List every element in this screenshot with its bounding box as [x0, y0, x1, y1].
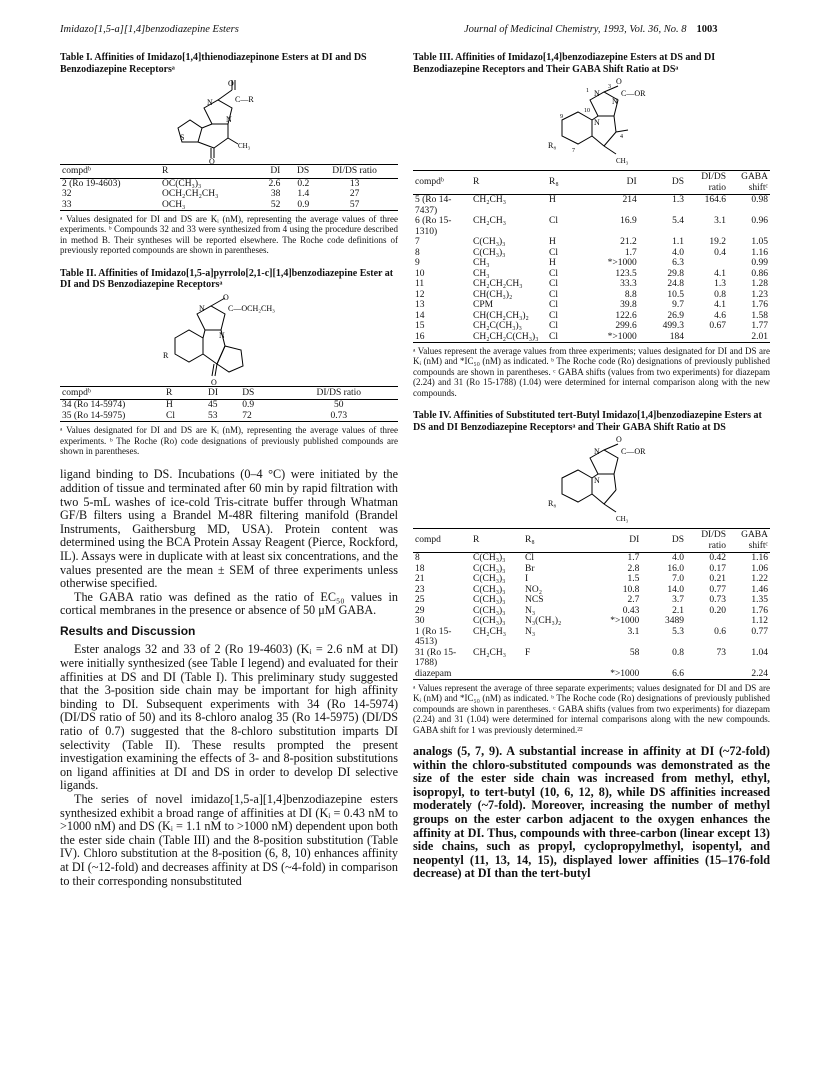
right-body-text — [413, 745, 770, 881]
cell: Cl — [549, 216, 558, 226]
table-row — [413, 290, 770, 301]
cell: *>1000 — [607, 258, 637, 268]
cell: 0.86 — [751, 268, 768, 279]
cell: C(CH₃)₃ — [473, 237, 506, 247]
col-header: R — [473, 177, 480, 188]
cell: C(CH₃)₃ — [473, 584, 506, 595]
cell: F — [525, 647, 531, 658]
paragraph: ligand binding to DS. Incubations (0–4 °C) were initiated by the addition of tissue and terminated after 60 min by rapid filtration with two 5-mL washes of ice-cold Tris-citrate buffer through Whatman GF/B filters using a Brandel M-48R filtering manifold (Brandel Instruments, Gaithersburg MD, USA). Protein content was determined using the BCA Protein Assay Reagent (Pierce, Rockford, IL). Assays were in duplicate with at least six concentrations, and the values presented are the mean ± SEM of three experiments unless otherwise specified. — [60, 467, 398, 591]
cell: 19.2 — [709, 237, 726, 247]
cell: 4.0 — [672, 553, 684, 564]
cell: 0.77 — [751, 626, 768, 637]
table-row — [413, 648, 770, 669]
cell: *>1000 — [610, 668, 640, 679]
cell: 2.1 — [672, 605, 684, 616]
cell: 2.01 — [751, 331, 768, 342]
cell: 1.46 — [751, 584, 768, 595]
cell: 3.7 — [672, 595, 684, 606]
cell: 12 — [415, 289, 425, 300]
cell: C(CH₃)₃ — [473, 247, 506, 258]
left-body-text — [60, 468, 398, 888]
cell: 4.1 — [714, 300, 726, 310]
cell: 0.73 — [330, 410, 348, 421]
cell: 0.17 — [709, 563, 726, 574]
col-header: DI — [208, 387, 219, 398]
cell: 3489 — [665, 616, 684, 627]
cell: 6.3 — [672, 258, 684, 268]
table-header-row — [413, 171, 770, 195]
cell: CH₂C(CH₃)₃ — [473, 321, 522, 331]
cell: CH(CH₃)₂ — [473, 289, 513, 300]
cell: 16.9 — [620, 216, 637, 226]
paragraph: The GABA ratio was defined as the ratio of EC₅₀ values in cortical membranes in the presence or absence of 50 μM GABA. — [60, 589, 398, 618]
cell: 73 — [716, 647, 726, 658]
cell: CH₃ — [473, 268, 490, 279]
cell: 0.67 — [709, 321, 726, 331]
cell: 0.9 — [297, 199, 310, 210]
table-row — [60, 189, 398, 200]
cell: 1.3 — [714, 279, 726, 289]
table-row — [413, 216, 770, 237]
col-header: DI/DS ratio — [701, 172, 726, 193]
cell: 38 — [270, 189, 281, 199]
col-header: R₈ — [549, 177, 559, 188]
header-right — [464, 24, 718, 35]
cell: C(CH₃)₃ — [473, 616, 506, 627]
col-header: R — [473, 535, 480, 546]
cell: 21 — [415, 574, 425, 585]
t2-n2: N — [219, 330, 225, 340]
table4 — [413, 528, 770, 680]
table-row — [413, 311, 770, 322]
cell: 0.4 — [714, 247, 726, 258]
cell: CH₂CH₃ — [473, 626, 507, 637]
table4-caption: Table IV. Affinities of Substituted tert-Butyl Imidazo[1,4]benzodiazepine Esters at DS and DI Benzodiazepine Receptorsᵃ and Their GABA Shift Ratio at DS — [413, 410, 762, 433]
t2-o: O — [223, 293, 229, 302]
t1-carbonyl-o: O — [228, 79, 234, 88]
cell: 10.8 — [622, 584, 640, 595]
cell: 5.3 — [672, 626, 684, 637]
right-column — [413, 52, 770, 881]
cell: 1.06 — [751, 563, 768, 574]
table-row — [413, 279, 770, 290]
t3-r8: R₈ — [547, 141, 556, 150]
cell: 35 (Ro 14-5975) — [62, 410, 126, 421]
cell: 52 — [270, 199, 281, 210]
cell: 14 — [415, 310, 425, 321]
table-row — [413, 585, 770, 596]
cell: 3.1 — [714, 216, 726, 226]
cell: 299.6 — [615, 321, 637, 331]
cell: 9 — [415, 258, 420, 268]
t3-pos9: 9 — [559, 114, 563, 120]
t3-n2: N — [593, 118, 600, 127]
cell: 33.3 — [620, 279, 637, 289]
table-row — [413, 332, 770, 343]
t4-ch3: CH₃ — [615, 515, 628, 524]
cell: 0.6 — [714, 626, 726, 637]
cell: 13 — [415, 300, 425, 310]
cell: 2 (Ro 19-4603) — [62, 178, 121, 189]
cell — [686, 616, 728, 627]
cell: 31 (Ro 15-1788) — [415, 647, 457, 669]
cell: 26.9 — [667, 310, 684, 321]
t1-n2: N — [226, 115, 232, 124]
cell: 16.0 — [667, 563, 684, 574]
cell: 0.77 — [709, 584, 726, 595]
cell: 8 — [415, 553, 420, 564]
t1-s: S — [180, 133, 185, 142]
cell: 72 — [242, 410, 252, 421]
table-row — [413, 248, 770, 259]
cell: CH₂CH₃ — [473, 195, 507, 205]
col-header: DI/DS ratio — [332, 166, 377, 176]
col-header: DS — [242, 387, 255, 398]
cell: 27 — [349, 189, 360, 199]
cell: 1.05 — [751, 237, 768, 247]
cell: 1.5 — [627, 574, 640, 585]
col-header: DI/DS ratio — [701, 530, 726, 551]
table4-structure — [492, 436, 692, 528]
cell: 0.73 — [709, 595, 726, 606]
col-header: GABA shiftᶜ — [741, 530, 768, 551]
table-row — [60, 411, 398, 422]
table-row — [413, 574, 770, 585]
table-row — [413, 553, 770, 564]
cell: 50 — [334, 400, 344, 411]
table-row — [60, 200, 398, 211]
cell: 164.6 — [704, 195, 726, 205]
t3-pos10: 10 — [583, 108, 590, 114]
cell: OCH₃ — [162, 199, 186, 210]
journal-citation: Journal of Medicinal Chemistry, 1993, Vol. 36, No. 8 — [464, 24, 687, 35]
col-header: R — [162, 166, 169, 176]
cell: 2.7 — [627, 595, 640, 606]
col-header: DS — [671, 177, 684, 188]
cell: H — [549, 195, 556, 205]
cell: 1.76 — [751, 300, 768, 310]
cell — [686, 332, 728, 343]
cell: 10.5 — [667, 289, 684, 300]
cell: *>1000 — [607, 331, 637, 342]
cell: 1.12 — [751, 616, 768, 627]
table-header-row — [60, 165, 398, 179]
cell: 2.6 — [268, 178, 281, 189]
cell: 25 — [415, 595, 425, 606]
t3-o: O — [615, 78, 622, 86]
cell: 53 — [208, 410, 218, 421]
t3-n3: N — [611, 97, 618, 106]
cell: Cl — [549, 247, 558, 258]
cell: 1.16 — [751, 247, 768, 258]
cell: 30 — [415, 616, 425, 627]
cell: 184 — [669, 331, 684, 342]
cell: diazepam — [415, 668, 452, 679]
col-header: DS — [671, 535, 684, 546]
cell: 32 — [62, 189, 72, 199]
cell: 4.0 — [672, 247, 684, 258]
left-column — [60, 52, 398, 888]
cell: 1.23 — [751, 289, 768, 300]
cell — [686, 258, 728, 269]
cell: Cl — [549, 310, 558, 321]
cell: 1.3 — [672, 195, 684, 205]
cell: Cl — [166, 410, 175, 421]
t4-o: O — [615, 436, 622, 445]
t3-pos4: 4 — [619, 134, 623, 140]
cell: 8.8 — [624, 289, 637, 300]
cell — [471, 669, 523, 680]
t3-ch3: CH₃ — [615, 157, 628, 165]
cell: 45 — [208, 400, 218, 411]
cell: N₃ — [525, 626, 536, 637]
cell: Cl — [549, 279, 558, 289]
table-row — [413, 195, 770, 217]
cell: Cl — [525, 553, 534, 564]
cell — [686, 669, 728, 680]
table1 — [60, 164, 398, 211]
t1-n1: N — [207, 98, 213, 107]
cell: 1.22 — [751, 574, 768, 585]
cell: 214 — [622, 195, 637, 205]
cell: 1.7 — [624, 247, 637, 258]
table-row — [413, 669, 770, 680]
table-row — [413, 606, 770, 617]
cell: 2.8 — [627, 563, 640, 574]
cell: 58 — [629, 647, 640, 658]
cell: 21.2 — [620, 237, 637, 247]
cell: 5 (Ro 14-7437) — [415, 195, 452, 216]
cell: 0.96 — [751, 216, 768, 226]
cell: Cl — [549, 300, 558, 310]
cell: H — [549, 258, 556, 268]
cell: Cl — [549, 331, 558, 342]
cell: 23 — [415, 584, 425, 595]
cell: 6 (Ro 15-1310) — [415, 216, 452, 237]
cell: 7 — [415, 237, 420, 247]
cell: 0.43 — [622, 605, 640, 616]
cell: 1.28 — [751, 279, 768, 289]
cell: 3.1 — [627, 626, 640, 637]
table-row — [413, 595, 770, 606]
table-header-row — [413, 529, 770, 553]
cell: 0.99 — [751, 258, 768, 268]
t2-n1: N — [199, 303, 205, 313]
cell: 4.6 — [714, 310, 726, 321]
cell: 1.1 — [672, 237, 684, 247]
t3-pos1: 1 — [585, 88, 589, 94]
cell — [523, 669, 577, 680]
cell: 10 — [415, 268, 425, 279]
cell: 29 — [415, 605, 425, 616]
cell: 0.8 — [672, 647, 684, 658]
cell: 18 — [415, 563, 425, 574]
cell: 1.77 — [751, 321, 768, 331]
col-header: compd — [415, 535, 441, 546]
table1-caption: Table I. Affinities of Imidazo[1,4]thienodiazepinone Esters at DI and DS Benzodiazepine Receptorsᵃ — [60, 52, 367, 75]
col-header: DS — [297, 166, 310, 176]
cell: 0.8 — [714, 289, 726, 300]
cell: 0.42 — [709, 553, 726, 564]
col-header: GABA shiftᶜ — [741, 172, 768, 193]
col-header: DI — [270, 166, 281, 176]
col-header: compdᵇ — [62, 166, 91, 176]
cell: C(CH₃)₃ — [473, 605, 506, 616]
table4-footnote: ᵃ Values represent the average of three separate experiments; values designated for DI and DS are Kᵢ (nM) and *IC₅₀ (nM) as indicated. ᵇ The Roche code (Ro) designations of previously published compounds are shown in parentheses. ᶜ GABA shifts (values from two experiments) for diazepam (2.24) and 31 (1.04) were determined for internal comparisons along with the new compounds. GABA shift for 1 was previously determined.²² — [413, 683, 770, 735]
cell: 8 — [415, 247, 420, 258]
cell: 14.0 — [667, 584, 684, 595]
col-header: R₈ — [525, 535, 535, 546]
t1-ch3: CH₃ — [238, 142, 251, 150]
cell: N₃ — [525, 605, 536, 616]
cell: 34 (Ro 14-5974) — [62, 400, 126, 411]
cell: N₃(CH₃)₂ — [525, 616, 562, 627]
cell: 1.76 — [751, 605, 768, 616]
t2-r: R — [163, 350, 169, 360]
cell: 16 — [415, 331, 425, 342]
cell: 4.1 — [714, 268, 726, 279]
paragraph: analogs (5, 7, 9). A substantial increase in affinity at DI (~72-fold) within the chloro-substituted compounds was demonstrated as the size of the ester side chain was increased from methyl, ethyl, isopropyl, to tert-butyl (10, 6, 12, 8), while DS affinities increased moderately (~7-fold). Moreover, increasing the number of methyl groups on the ester carbon adjacent to the oxygen enhances the affinity at DI. Thus, compounds with three-carbon (linear except 13) side chains, such as propyl, cyclopropylmethyl, isopentyl, and neopentyl (11, 13, 14, 15), displayed lower affinities (15–176-fold decrease) at DI than the tert-butyl — [413, 744, 770, 881]
table-row — [413, 627, 770, 648]
col-header: compdᵇ — [415, 177, 444, 188]
table3-caption: Table III. Affinities of Imidazo[1,4]benzodiazepine Esters at DS and DI Benzodiazepine Receptors and Their GABA Shift Ratio at DSᵃ — [413, 52, 716, 75]
cell: CH₂CH₂C(CH₃)₃ — [473, 331, 539, 342]
section-heading: Results and Discussion — [60, 623, 196, 638]
cell: C(CH₃)₃ — [473, 574, 506, 585]
cell: 1.04 — [751, 647, 768, 658]
cell: CH₂CH₃ — [473, 647, 507, 658]
table-row — [413, 258, 770, 269]
cell: 15 — [415, 321, 425, 331]
t3-pos3: 3 — [607, 84, 611, 90]
cell: 499.3 — [662, 321, 684, 331]
cell: 0.2 — [297, 178, 310, 189]
paragraph: Ester analogs 32 and 33 of 2 (Ro 19-4603) (Kᵢ = 2.6 nM at DI) were initially synthesized (see Table I legend) and evaluated for their affinities at DS and DI (Table I). This preliminary study suggested that the 3-position side chain may be important for high affinity binding to DI. Subsequent experiments with 34 (Ro 14-5974) (DI/DS ratio of 50) and its 8-chloro analog 35 (Ro 14-5975) (DI/DS ratio of 0.7) suggested that the 8-chloro substitution imparts DI selectivity (Table II). These results prompted the present investigation examining the effects of 3- and 8-position substitutions on ligand affinities at DI and DS in order to develop DI selective ligands. — [60, 642, 398, 793]
header-left: Imidazo[1,5-a][1,4]benzodiazepine Esters — [60, 24, 239, 35]
cell: NCS — [525, 595, 544, 606]
cell: 6.6 — [672, 668, 684, 679]
table2-structure — [129, 294, 329, 386]
table3-footnote: ᵃ Values represent the average values from three experiments; values designated for DI and DS are Kᵢ (nM) and *IC₅₀ (nM) as indicated. ᵇ The Roche code (Ro) designations of previously published compounds are shown in parentheses. ᶜ GABA shifts (values from two experiments) for diazepam (2.24) and 31 (Ro 15-1788) (1.04) were determined for internal comparison along with the new compounds. — [413, 346, 770, 398]
cell: 0.9 — [242, 400, 255, 411]
cell: C(CH₃)₃ — [473, 595, 506, 606]
t2-ester: C—OCH₂CH₃ — [228, 303, 275, 313]
cell: H — [549, 237, 556, 247]
t1-r: C—R — [235, 95, 254, 104]
cell: *>1000 — [610, 616, 640, 627]
table2-footnote: ᵃ Values designated for DI and DS are Kᵢ (nM), representing the average values of three experiments. ᵇ The Roche (Ro) code designations of previously published compounds are shown in parentheses. — [60, 425, 398, 456]
t3-pos7: 7 — [571, 148, 575, 154]
t2-o2: O — [211, 377, 217, 386]
cell: I — [525, 574, 529, 585]
col-header: R — [166, 387, 173, 398]
cell: 0.98 — [751, 195, 768, 205]
page-number: 1003 — [696, 24, 718, 35]
t3-n1: N — [593, 89, 600, 98]
t4-n1: N — [593, 447, 600, 457]
t3-ester: C—OR — [620, 89, 645, 98]
cell: CH₂CH₂CH₃ — [473, 279, 523, 289]
table-row — [413, 616, 770, 627]
table-row — [413, 237, 770, 248]
t1-o2: O — [209, 157, 215, 164]
cell: 1.4 — [297, 189, 310, 199]
cell: 9.7 — [672, 300, 684, 310]
cell: CH(CH₂CH₃)₂ — [473, 310, 529, 321]
cell: 33 — [62, 199, 72, 210]
cell: 122.6 — [615, 310, 637, 321]
cell: 1 (Ro 15-4513) — [415, 626, 452, 648]
table1-structure — [134, 78, 324, 164]
cell: 0.21 — [709, 574, 726, 585]
cell: 29.8 — [667, 268, 684, 279]
cell: 2.24 — [751, 668, 768, 679]
table-row — [413, 564, 770, 575]
cell: 1.35 — [751, 595, 768, 606]
col-header: DI — [629, 535, 640, 546]
cell: OC(CH₃)₃ — [162, 178, 202, 189]
col-header: DI — [626, 177, 637, 188]
table3-structure — [492, 78, 692, 170]
cell: 39.8 — [620, 300, 637, 310]
cell: CPM — [473, 300, 494, 310]
table2-caption: Table II. Affinities of Imidazo[1,5-a]pyrrolo[2,1-c][1,4]benzodiazepine Ester at DI and DS Benzodiazepine Receptorsᵃ — [60, 267, 394, 291]
table-row — [413, 269, 770, 280]
cell: CH₃ — [473, 258, 490, 268]
table-row — [60, 178, 398, 189]
table2 — [60, 386, 398, 423]
cell: C(CH₃)₃ — [473, 563, 506, 574]
cell: 5.4 — [672, 216, 684, 226]
cell: Cl — [549, 268, 558, 279]
cell: 123.5 — [615, 268, 637, 279]
cell: 24.8 — [667, 279, 684, 289]
col-header: DI/DS ratio — [316, 387, 362, 398]
table-header-row — [60, 386, 398, 400]
t4-r8: R₈ — [547, 499, 556, 509]
cell: Cl — [549, 289, 558, 300]
t4-n2: N — [593, 476, 600, 486]
cell: Cl — [549, 321, 558, 331]
cell: 1.7 — [627, 553, 640, 564]
table-row — [413, 300, 770, 311]
table1-footnote: ᵃ Values designated for DI and DS are Kᵢ (nM), representing the average values of three experiments. ᵇ Compounds 32 and 33 were synthesized from 4 using the procedure described in method B. Their syntheses will be reported elsewhere. The Roche code definitions of previously reported compounds are shown in parentheses. — [60, 214, 398, 256]
cell: 1.16 — [751, 553, 768, 564]
cell: 7.0 — [672, 574, 684, 585]
cell: 11 — [415, 279, 425, 289]
cell: 13 — [349, 178, 360, 189]
table3 — [413, 170, 770, 343]
col-header: compdᵇ — [62, 387, 91, 398]
cell: H — [166, 400, 173, 411]
cell: Br — [525, 563, 535, 574]
cell: OCH₂CH₂CH₃ — [162, 189, 219, 199]
cell: 1.58 — [751, 310, 768, 321]
cell: CH₂CH₃ — [473, 216, 507, 226]
paragraph: The series of novel imidazo[1,5-a][1,4]benzodiazepine esters synthesized exhibit a broad range of affinities at DI (Kᵢ = 0.43 nM to >1000 nM) and DS (Kᵢ = 1.1 nM to >1000 nM) dependent upon both the ester side chain (Table III) and the 8-position substitution (Table IV). Chloro substitution at the 8-position (6, 8, 10) enhances affinity at DI (~12-fold) and decreases affinity at DS (~4-fold) in comparison to their corresponding nonsubstituted — [60, 792, 398, 888]
table-row — [413, 321, 770, 332]
cell: 0.20 — [709, 605, 726, 616]
table-row — [60, 400, 398, 411]
t4-ester: C—OR — [620, 447, 645, 457]
cell: C(CH₃)₃ — [473, 553, 506, 564]
cell: NO₂ — [525, 584, 543, 595]
cell: 57 — [349, 199, 360, 210]
